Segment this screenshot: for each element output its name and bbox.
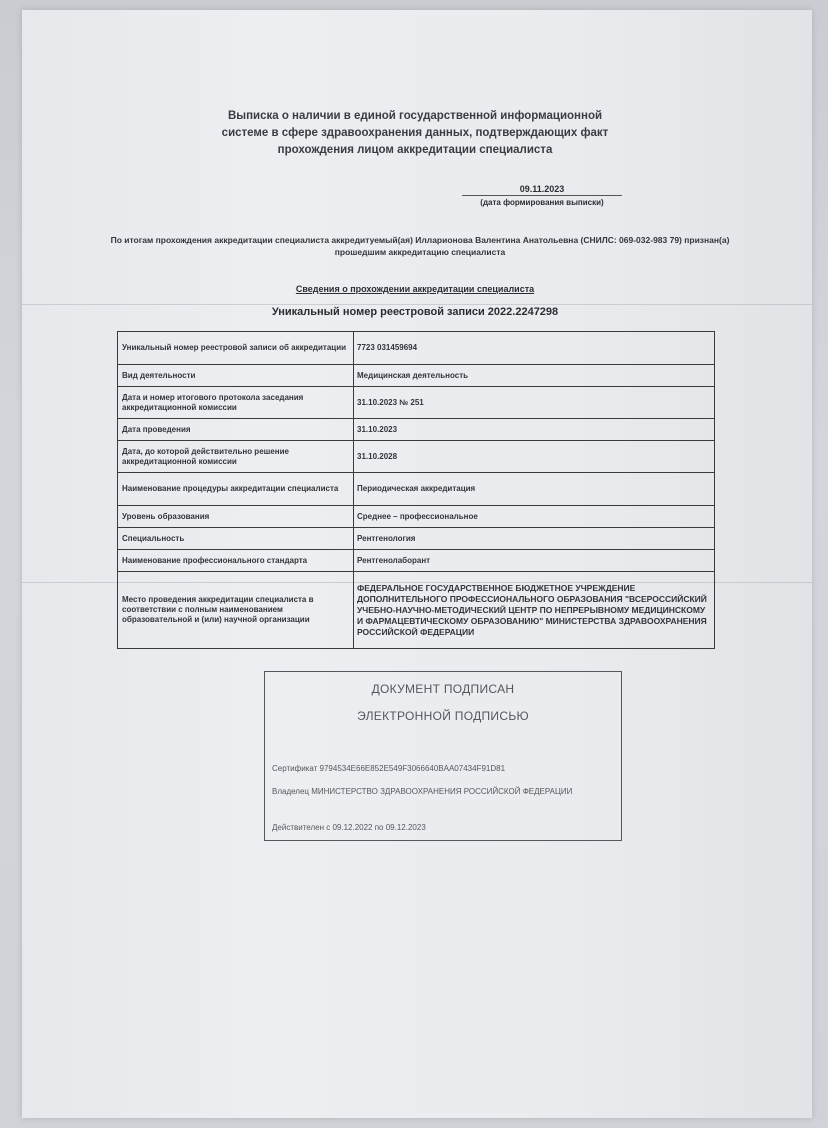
signature-owner: Владелец МИНИСТЕРСТВО ЗДРАВООХРАНЕНИЯ РОССИЙСКОЙ ФЕДЕРАЦИИ: [272, 787, 573, 796]
table-row: [118, 550, 715, 572]
row-label: Уникальный номер реестровой записи об аккредитации: [118, 332, 354, 365]
row-label: Дата проведения: [118, 419, 354, 441]
accreditation-result-text: По итогам прохождения аккредитации специалиста аккредитуемый(ая) Илларионова Валентина Анатольевна (СНИЛС: 069-032-983 79) признан(а) прошедшим аккредитацию специалиста: [110, 235, 730, 257]
row-value: 31.10.2023 № 251: [354, 387, 715, 419]
signature-certificate: Сертификат 9794534E66E852E549F3066640BAA07434F91D81: [272, 764, 506, 773]
table-row: [118, 572, 715, 649]
table-row: [118, 441, 715, 473]
signature-subtitle: ЭЛЕКТРОННОЙ ПОДПИСЬЮ: [357, 709, 529, 723]
table-row: [118, 365, 715, 387]
electronic-signature-stamp: [264, 671, 622, 841]
row-value: Рентгенолаборант: [354, 550, 715, 572]
row-label: Дата, до которой действительно решение аккредитационной комиссии: [118, 441, 354, 473]
row-value: Периодическая аккредитация: [354, 473, 715, 506]
accreditation-table: [117, 331, 715, 649]
row-label: Место проведения аккредитации специалиста в соответствии с полным наименованием образовательной и (или) научной организации: [118, 572, 354, 649]
signature-title: ДОКУМЕНТ ПОДПИСАН: [371, 682, 515, 696]
row-label: Вид деятельности: [118, 365, 354, 387]
row-label: Наименование профессионального стандарта: [118, 550, 354, 572]
date-block: [462, 184, 622, 207]
title-line: прохождения лицом аккредитации специалиста: [277, 144, 553, 156]
row-value: ФЕДЕРАЛЬНОЕ ГОСУДАРСТВЕННОЕ БЮДЖЕТНОЕ УЧРЕЖДЕНИЕ ДОПОЛНИТЕЛЬНОГО ПРОФЕССИОНАЛЬНОГО ОБРАЗОВАНИЯ "ВСЕРОССИЙСКИЙ УЧЕБНО-НАУЧНО-МЕТОДИЧЕСКИЙ ЦЕНТР ПО НЕПРЕРЫВНОМУ МЕДИЦИНСКОМУ И ФАРМАЦЕВТИЧЕСКОМУ ОБРАЗОВАНИЮ" МИНИСТЕРСТВА ЗДРАВООХРАНЕНИЯ РОССИЙСКОЙ ФЕДЕРАЦИИ: [354, 572, 715, 649]
table-row: [118, 419, 715, 441]
document-title: [150, 108, 680, 159]
row-value: 7723 031459694: [354, 332, 715, 365]
paper-fold: [22, 304, 812, 305]
registry-number: Уникальный номер реестровой записи 2022.2247298: [271, 306, 559, 318]
row-label: Дата и номер итогового протокола заседания аккредитационной комиссии: [118, 387, 354, 419]
table-row: [118, 332, 715, 365]
row-label: Наименование процедуры аккредитации специалиста: [118, 473, 354, 506]
title-line: системе в сфере здравоохранения данных, подтверждающих факт: [221, 127, 609, 139]
row-label: Специальность: [118, 528, 354, 550]
row-label: Уровень образования: [118, 506, 354, 528]
table-row: [118, 473, 715, 506]
row-value: Рентгенология: [354, 528, 715, 550]
table-row: [118, 387, 715, 419]
table-row: [118, 528, 715, 550]
row-value: 31.10.2028: [354, 441, 715, 473]
row-value: Медицинская деятельность: [354, 365, 715, 387]
title-line: Выписка о наличии в единой государственной информационной: [227, 110, 603, 122]
info-heading: Сведения о прохождении аккредитации специалиста: [295, 284, 535, 294]
table-row: [118, 506, 715, 528]
row-value: 31.10.2023: [354, 419, 715, 441]
signature-validity: Действителен с 09.12.2022 по 09.12.2023: [272, 823, 426, 832]
row-value: Среднее – профессиональное: [354, 506, 715, 528]
issue-date: 09.11.2023: [462, 184, 622, 196]
issue-date-caption: (дата формирования выписки): [480, 198, 604, 207]
